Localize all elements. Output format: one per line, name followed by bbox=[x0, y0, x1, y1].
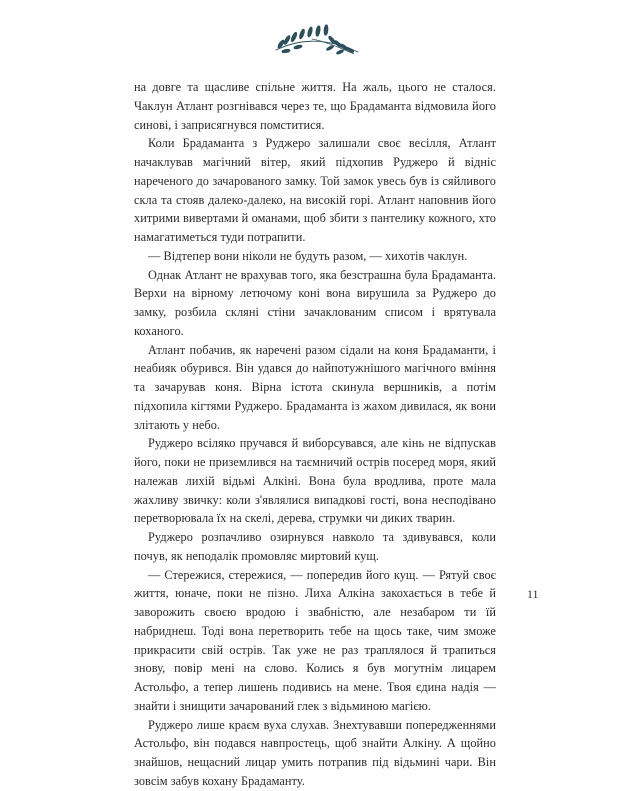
olive-branch-icon bbox=[272, 22, 362, 60]
paragraph: Руджеро всіляко пручався й виборсувався, але кінь не відпускав його, поки не приземлився на таємничий острів посеред моря, який належав лихій відьмі Алкіні. Вона була вродлива, проте мала жахливу звичку: коли з'являлися випадкові гості, вона несподівано перетворювала їх на скелі, дерева, струмки чи диких тварин. bbox=[134, 436, 496, 526]
body-text bbox=[134, 78, 496, 791]
page-number: 11 bbox=[527, 587, 539, 601]
paragraph: на довге та щасливе спільне життя. На жаль, цього не сталося. Чаклун Атлант розгнівався через те, що Брадаманта відмовила його синові, і заприсягнувся помститися. bbox=[134, 80, 496, 132]
paragraph: — Відтепер вони ніколи не будуть разом, — хихотів чаклун. bbox=[148, 248, 468, 263]
paragraph: Руджеро лише краєм вуха слухав. Знехтувавши попередженнями Астольфо, він подався навпростець, щоб знайти Алкіну. А щойно знайшов, нещасний лицар умить потрапив під відьмині чари. Він зовсім забув кохану Брадаманту. bbox=[134, 717, 496, 788]
paragraph: Однак Атлант не врахував того, яка безстрашна була Брадаманта. Верхи на вірному летючому коні вона вирушила за Руджеро до замку, розбила скляні стіни зачаклованим списом і врятувала коханого. bbox=[134, 267, 496, 338]
paragraph: Коли Брадаманта з Руджеро залишали своє весілля, Атлант начаклував магічний вітер, який підхопив Руджеро й відніс нареченого до зачарованого замку. Той замок увесь був із сяйливого скла та стояв далеко-далеко, на високій горі. Атлант наповнив його хитрими вивертами й оманами, щоб збити з пантелику кожного, хто намагатиметься туди потрапити. bbox=[134, 136, 496, 244]
paragraph: — Стережися, стережися, — попередив його кущ. — Рятуй своє життя, юначе, поки не пізно. Лиха Алкіна закохається в тебе й заворожить своєю вродою і звабністю, але незабаром ти їй набриднеш. Тоді вона перетворить тебе на щось таке, чим зможе прикрасити свій острів. Так уже не раз траплялося й трапиться знову, повір мені на слово. Колись я був могутнім лицарем Астольфо, а тепер лишень подивись на мене. Твоя єдина надія — знайти і знищити зачарований глек з відьминою магією. bbox=[134, 567, 496, 713]
paragraph: Руджеро розпачливо озирнувся навколо та здивувався, коли почув, як неподалік промовляє миртовий кущ. bbox=[134, 530, 496, 563]
paragraph: Атлант побачив, як наречені разом сідали на коня Брадаманти, і неабияк обурився. Він удався до найпотужнішого магічного вміння та зачарував коня. Вірна істота скинула вершників, а потім підхопила кігтями Руджеро. Брадаманта із жахом дивилася, як вони злітають у небо. bbox=[134, 342, 496, 432]
